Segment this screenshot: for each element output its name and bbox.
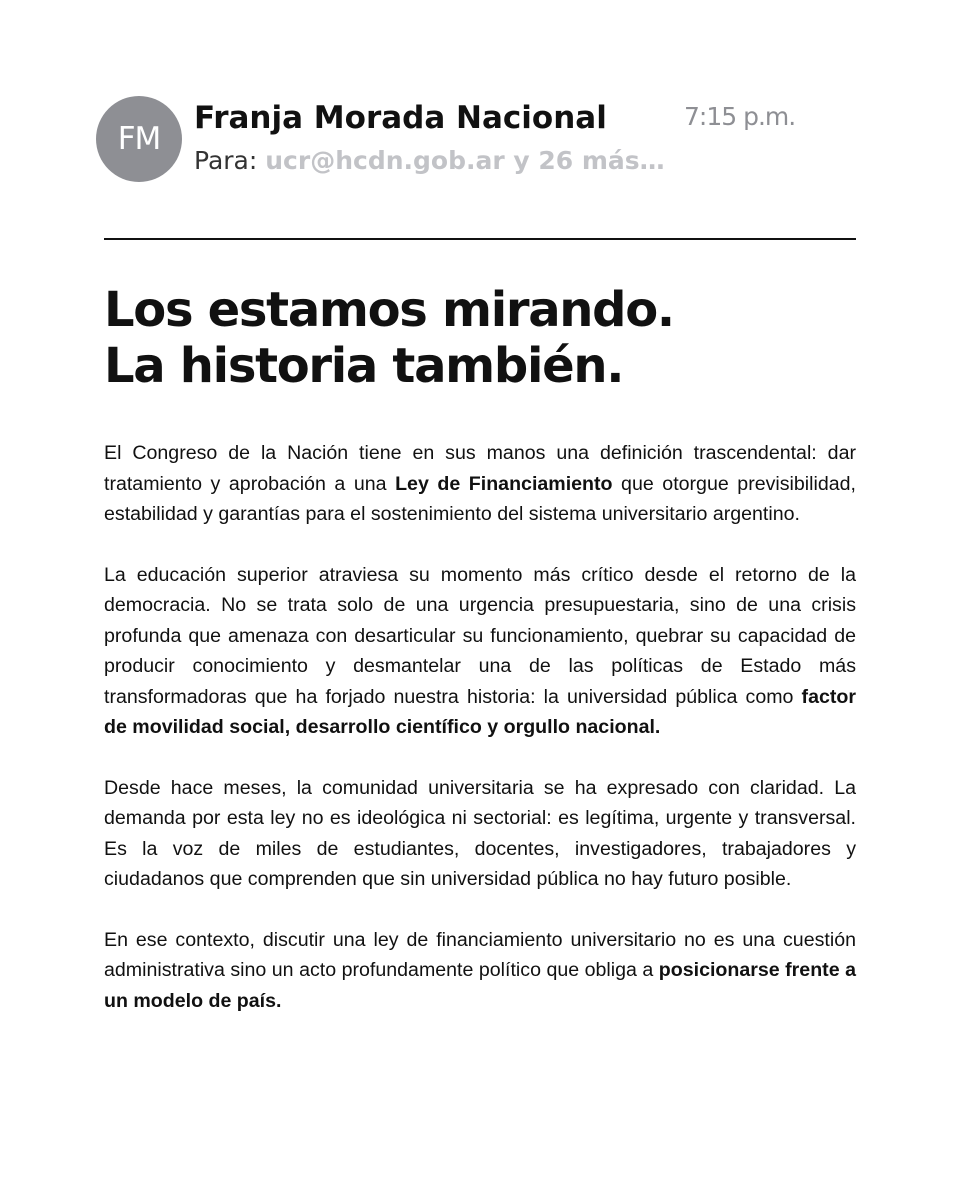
header-divider <box>104 238 856 240</box>
paragraph <box>104 925 856 1017</box>
headline-line-1: Los estamos mirando. <box>104 282 674 338</box>
headline-line-2: La historia también. <box>104 338 624 394</box>
paragraph-emphasis: posicionarse frente a un modelo de país. <box>104 959 856 1012</box>
paragraph-text: Desde hace meses, la comunidad universitaria se ha expresado con claridad. La demanda por esta ley no es ideológica ni sectorial: es legítima, urgente y transversal. Es la voz de miles de estudiantes, docentes, investigadores, trabajadores y ciudadanos que comprenden que sin universidad pública no hay futuro posible. <box>104 776 856 890</box>
email-header <box>96 96 856 186</box>
paragraph <box>104 438 856 530</box>
paragraph <box>104 773 856 895</box>
paragraph-text: El Congreso de la Nación tiene en sus manos una definición trascendental: dar tratamiento y aprobación a una <box>104 442 856 495</box>
paragraph-emphasis: Ley de Financiamiento <box>395 472 613 495</box>
headline <box>104 282 864 394</box>
sender-name[interactable]: Franja Morada Nacional <box>194 100 607 136</box>
paragraph <box>104 560 856 743</box>
avatar[interactable]: FM <box>96 96 182 182</box>
message-body <box>104 438 856 1046</box>
recipients-list[interactable]: ucr@hcdn.gob.ar y 26 más… <box>265 146 665 175</box>
paragraph-emphasis: factor de movilidad social, desarrollo científico y orgullo nacional. <box>104 685 856 738</box>
paragraph-text-end: que otorgue previsibilidad, estabilidad y garantías para el sostenimiento del sistema universitario argentino. <box>104 472 857 525</box>
recipients-line <box>194 146 665 175</box>
paragraph-text: En ese contexto, discutir una ley de financiamiento universitario no es una cuestión administrativa sino un acto profundamente político que obliga a <box>104 928 856 981</box>
timestamp: 7:15 p.m. <box>684 102 796 131</box>
paragraph-text: La educación superior atraviesa su momento más crítico desde el retorno de la democracia. No se trata solo de una urgencia presupuestaria, sino de una crisis profunda que amenaza con desarticular su funcionamiento, quebrar su capacidad de producir conocimiento y desmantelar una de las políticas de Estado más transformadoras que ha forjado nuestra historia: la universidad pública como <box>104 563 856 708</box>
recipients-label: Para: <box>194 146 258 175</box>
